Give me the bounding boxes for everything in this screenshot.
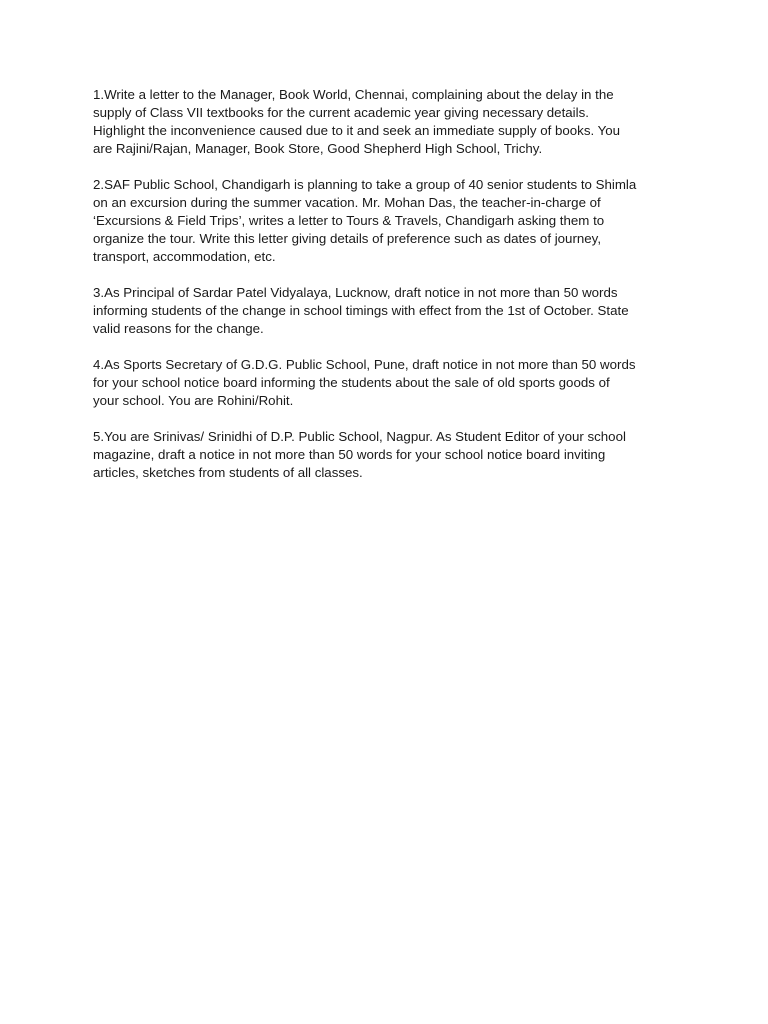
question-line: 1.Write a letter to the Manager, Book World, Chennai, complaining about the delay in the [93, 87, 614, 102]
question-line: magazine, draft a notice in not more than 50 words for your school notice board inviting [93, 447, 606, 462]
question-1 [93, 86, 683, 158]
question-line: 2.SAF Public School, Chandigarh is planning to take a group of 40 senior students to Shimla [93, 177, 637, 192]
question-line: supply of Class VII textbooks for the current academic year giving necessary details. [93, 105, 589, 120]
question-line: Highlight the inconvenience caused due to it and seek an immediate supply of books. You [93, 123, 621, 138]
question-2 [93, 176, 683, 266]
question-line: informing students of the change in school timings with effect from the 1st of October. State [93, 303, 629, 318]
question-line: 3.As Principal of Sardar Patel Vidyalaya, Lucknow, draft notice in not more than 50 words [93, 285, 618, 300]
question-line: 4.As Sports Secretary of G.D.G. Public School, Pune, draft notice in not more than 50 words [93, 357, 636, 372]
question-line: organize the tour. Write this letter giving details of preference such as dates of journey, [93, 231, 602, 246]
question-line: 5.You are Srinivas/ Srinidhi of D.P. Public School, Nagpur. As Student Editor of your school [93, 429, 626, 444]
question-4 [93, 356, 683, 410]
document-body [93, 86, 683, 482]
question-5 [93, 428, 683, 482]
question-line: articles, sketches from students of all classes. [93, 465, 363, 480]
question-line: transport, accommodation, etc. [93, 249, 276, 264]
question-line: your school. You are Rohini/Rohit. [93, 393, 294, 408]
question-line: for your school notice board informing the students about the sale of old sports goods of [93, 375, 610, 390]
question-line: valid reasons for the change. [93, 321, 264, 336]
question-line: on an excursion during the summer vacation. Mr. Mohan Das, the teacher-in-charge of [93, 195, 601, 210]
question-3 [93, 284, 683, 338]
question-line: are Rajini/Rajan, Manager, Book Store, Good Shepherd High School, Trichy. [93, 141, 543, 156]
question-line: ‘Excursions & Field Trips’, writes a letter to Tours & Travels, Chandigarh asking them to [93, 213, 605, 228]
